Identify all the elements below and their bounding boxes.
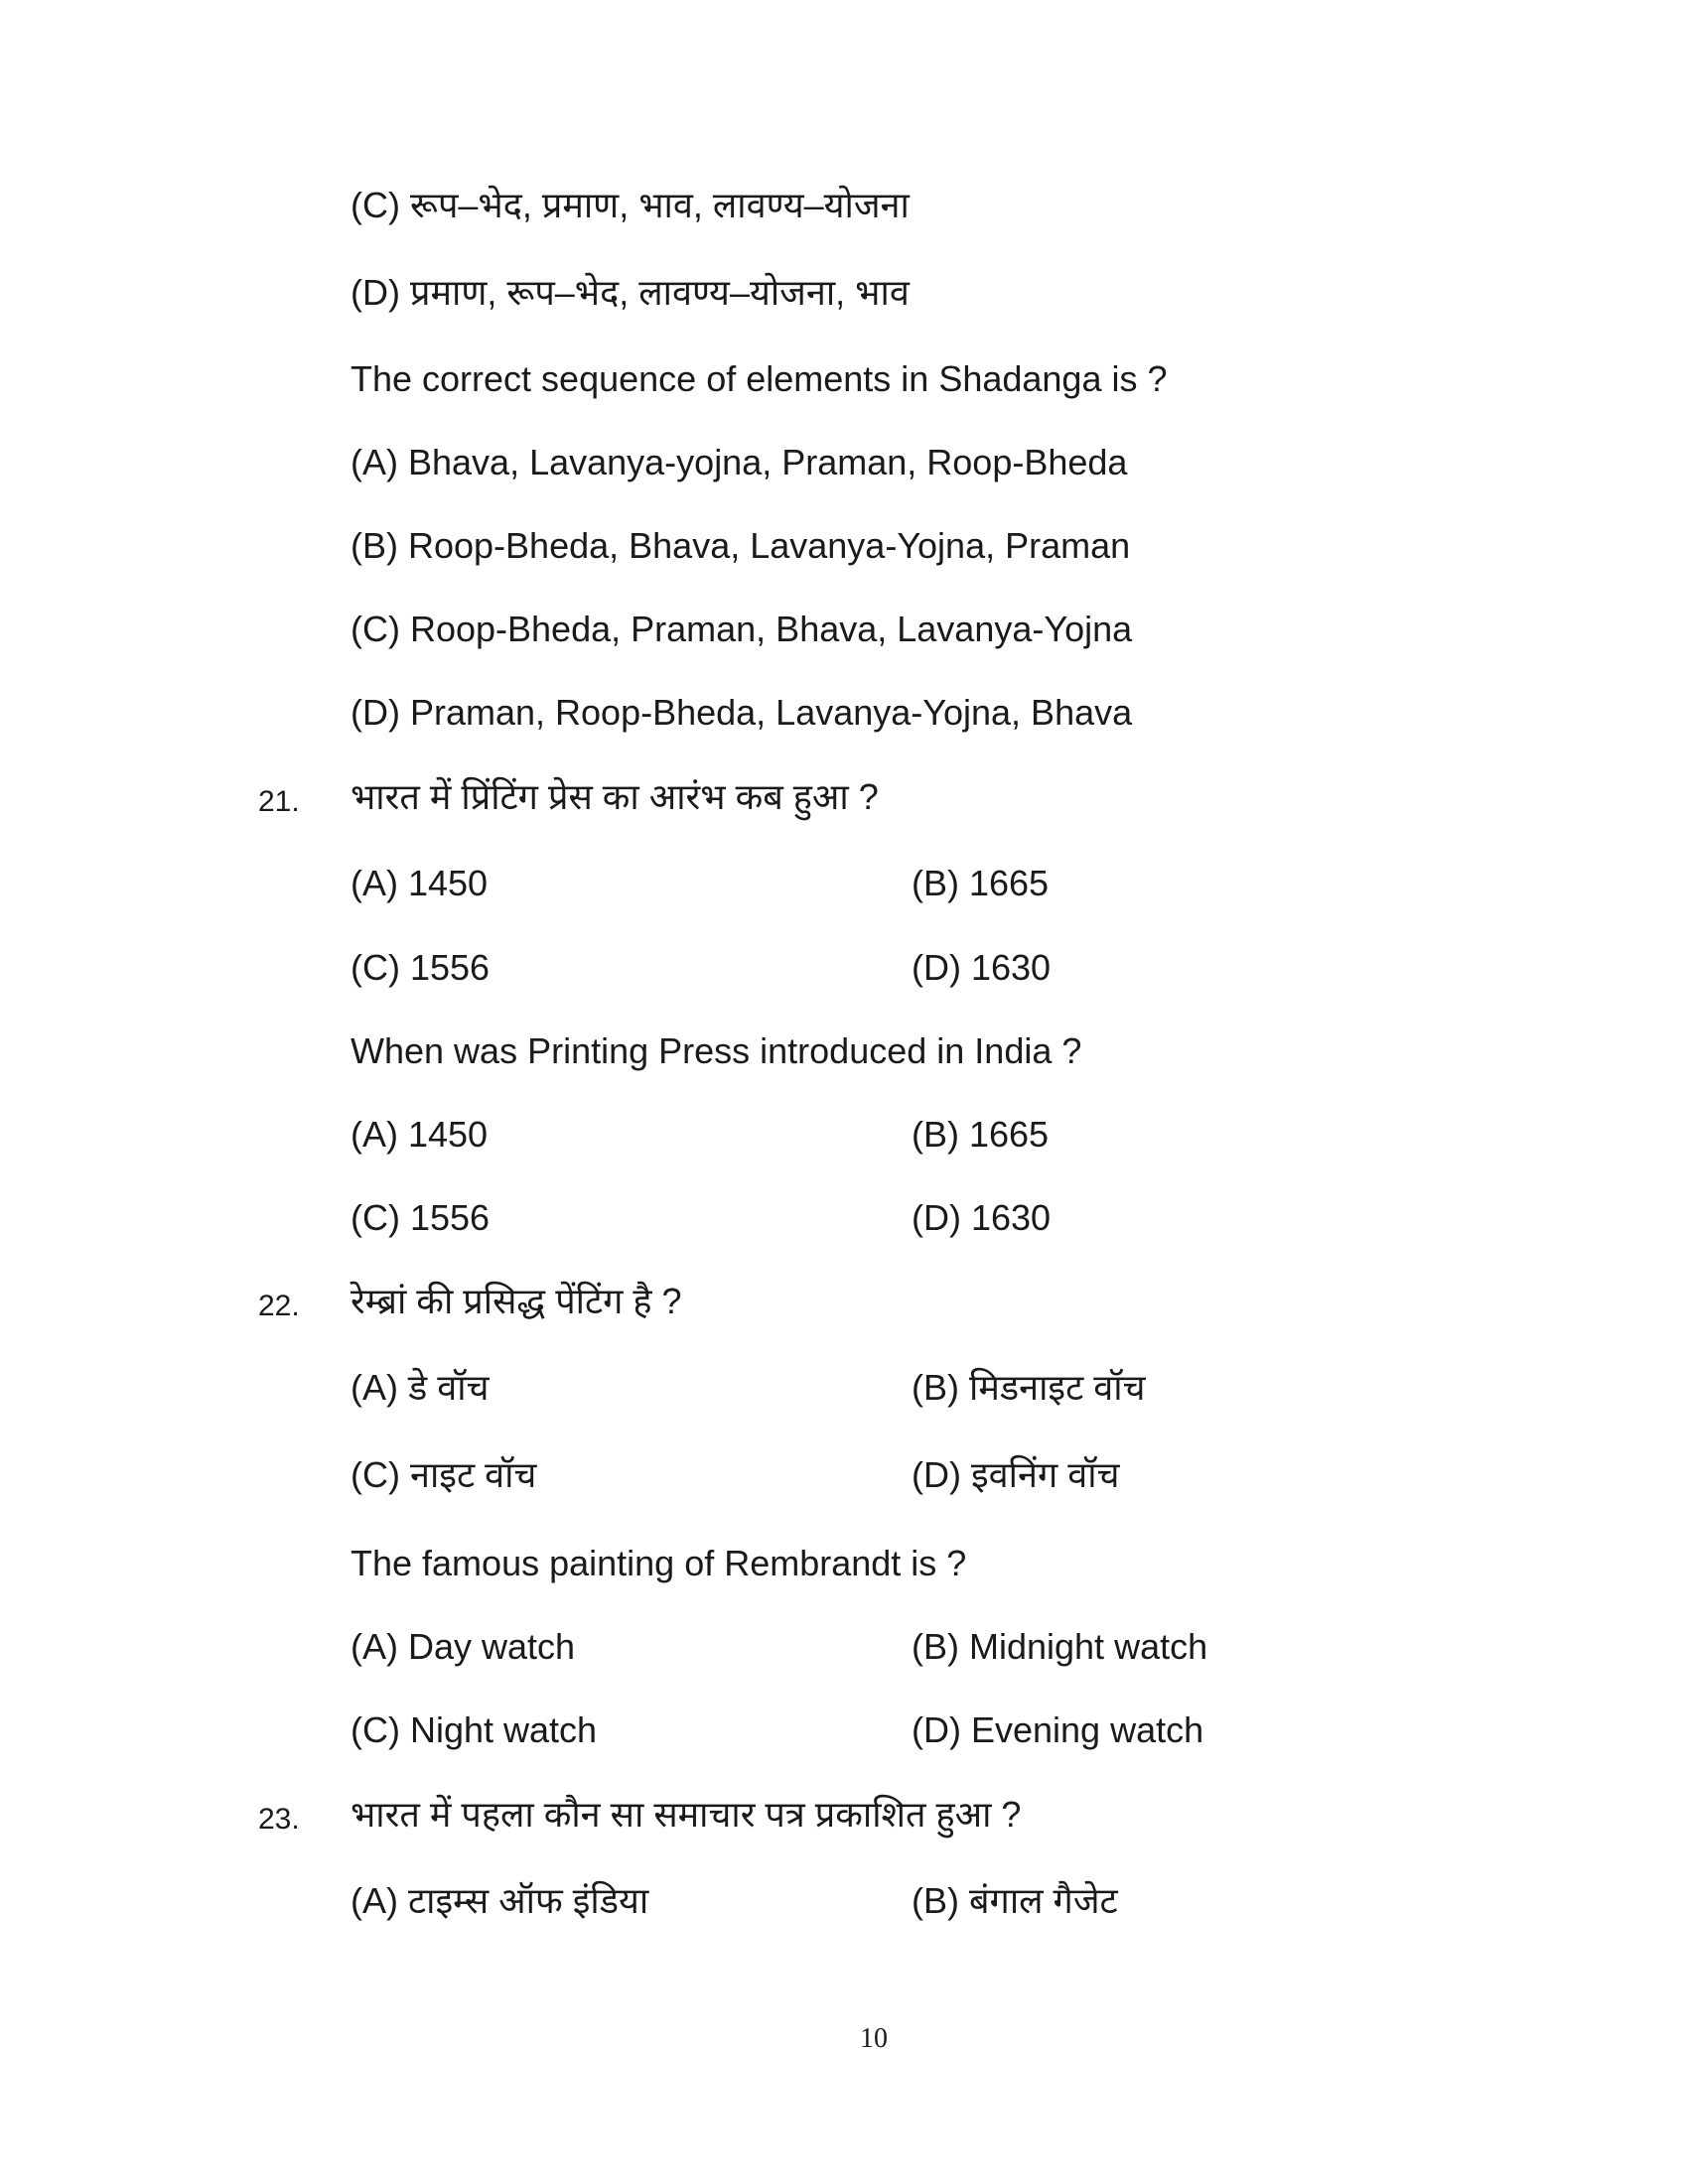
q22-english-option-c: (C) Night watch [351,1709,598,1750]
page-number: 10 [860,2023,888,2054]
q23-hindi-question: भारत में पहला कौन सा समाचार पत्र प्रकाशित हुआ ? [351,1794,1022,1835]
q21-english-option-b: (B) 1665 [912,1114,1050,1155]
q21-hindi-option-a: (A) 1450 [351,863,489,903]
q20-english-option-b: (B) Roop-Bheda, Bhava, Lavanya-Yojna, Praman [351,525,1131,566]
q21-hindi-option-d: (D) 1630 [912,947,1052,988]
q23-hindi-option-a: (A) टाइम्स ऑफ इंडिया [351,1880,649,1921]
q22-hindi-question: रेम्ब्रां की प्रसिद्ध पेंटिंग है ? [351,1281,682,1321]
q21-english-option-a: (A) 1450 [351,1114,489,1155]
q20-english-option-a: (A) Bhava, Lavanya-yojna, Praman, Roop-Bheda [351,442,1128,482]
q20-hindi-option-c: (C) रूप–भेद, प्रमाण, भाव, लावण्य–योजना [351,185,910,225]
q21-number: 21. [258,785,300,818]
q21-hindi-option-c: (C) 1556 [351,947,491,988]
q22-hindi-option-b: (B) मिडनाइट वॉच [912,1367,1146,1408]
q20-english-question: The correct sequence of elements in Shadanga is ? [351,358,1168,399]
q20-hindi-option-d: (D) प्रमाण, रूप–भेद, लावण्य–योजना, भाव [351,272,910,313]
q21-hindi-question: भारत में प्रिंटिंग प्रेस का आरंभ कब हुआ ? [351,776,879,817]
q22-english-option-d: (D) Evening watch [912,1709,1204,1750]
q20-english-option-c: (C) Roop-Bheda, Praman, Bhava, Lavanya-Yojna [351,609,1133,649]
q20-english-option-d: (D) Praman, Roop-Bheda, Lavanya-Yojna, Bhava [351,692,1133,733]
q22-english-option-a: (A) Day watch [351,1626,576,1667]
q21-english-question: When was Printing Press introduced in India ? [351,1030,1082,1071]
q22-number: 22. [258,1290,300,1322]
q23-number: 23. [258,1803,300,1836]
q21-hindi-option-b: (B) 1665 [912,863,1050,903]
q21-english-option-d: (D) 1630 [912,1197,1052,1238]
q22-hindi-option-c: (C) नाइट वॉच [351,1454,537,1495]
q21-english-option-c: (C) 1556 [351,1197,491,1238]
q23-hindi-option-b: (B) बंगाल गैजेट [912,1880,1118,1921]
q22-english-option-b: (B) Midnight watch [912,1626,1208,1667]
q22-hindi-option-a: (A) डे वॉच [351,1367,490,1408]
q22-hindi-option-d: (D) इवनिंग वॉच [912,1454,1120,1495]
q22-english-question: The famous painting of Rembrandt is ? [351,1543,967,1583]
